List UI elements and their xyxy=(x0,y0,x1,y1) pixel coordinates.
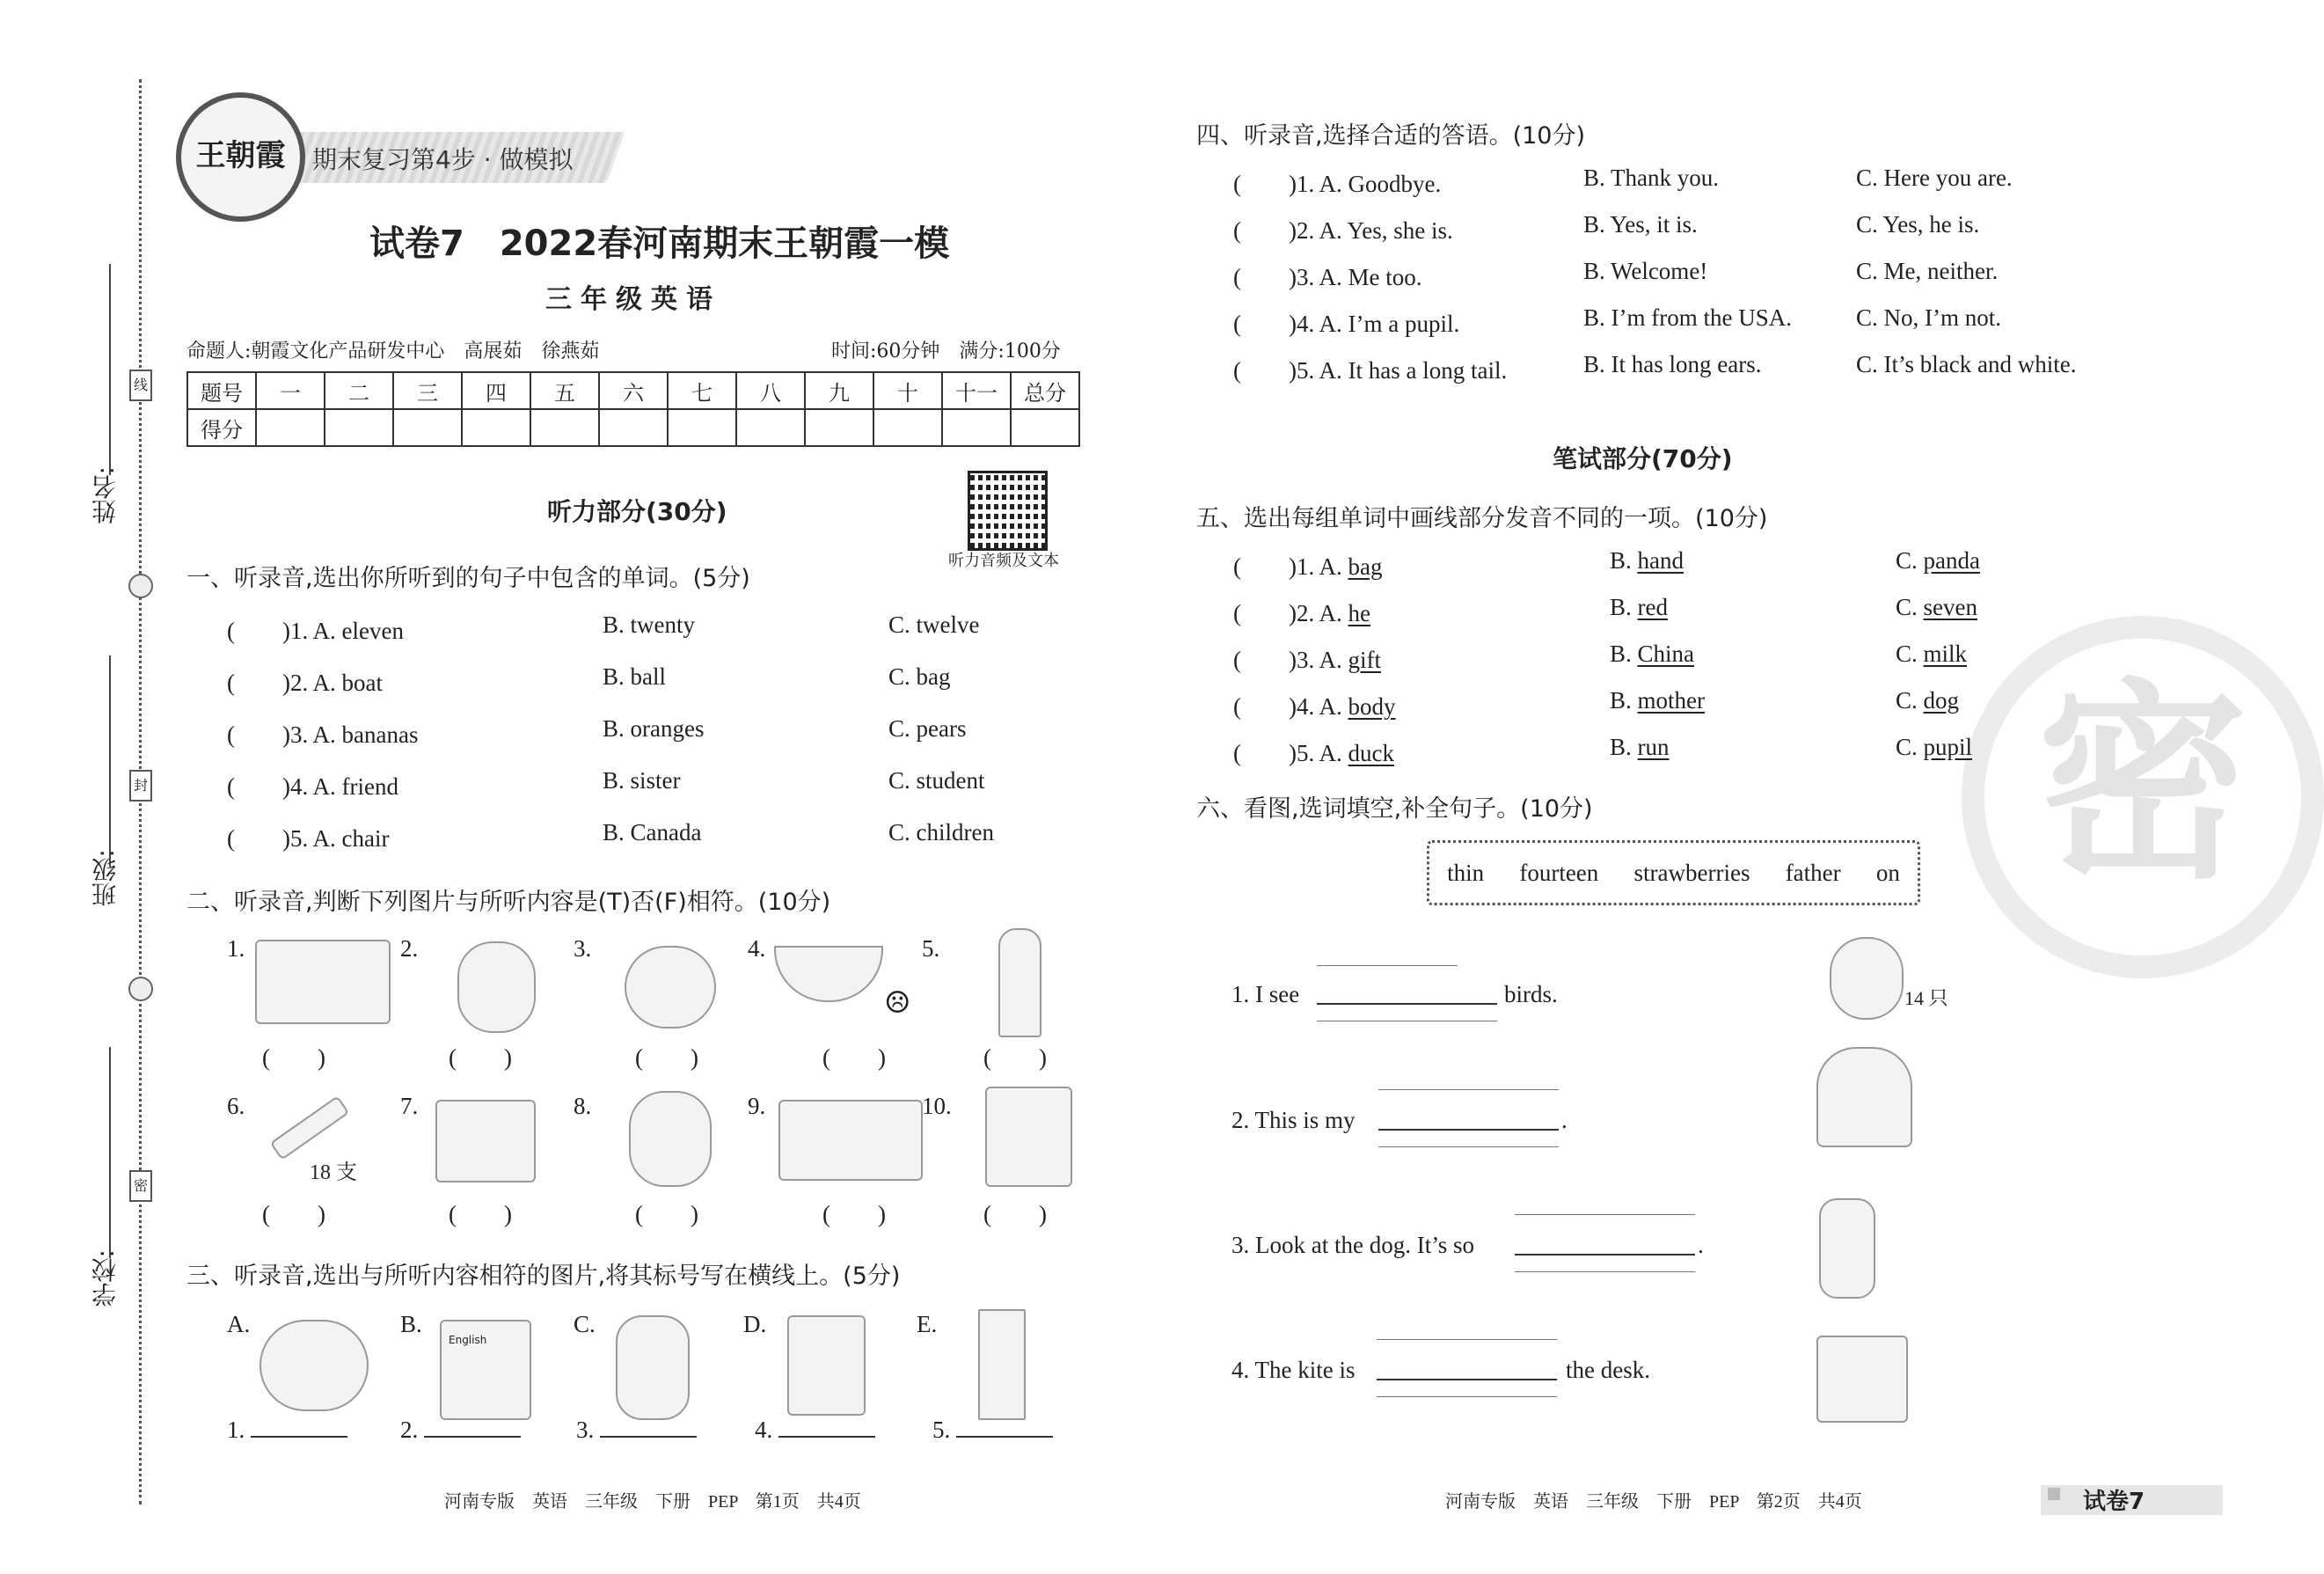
answer-blank[interactable] xyxy=(1317,1003,1497,1005)
exam-subtitle: 三年级英语 xyxy=(545,284,721,315)
q1-item: ( )3. A. bananas xyxy=(227,721,419,748)
q5-item: ( )2. A. he xyxy=(1233,600,1370,626)
score-cell: 二 xyxy=(325,372,393,409)
seal-char-line: 线 xyxy=(129,370,152,401)
score-cell: 总分 xyxy=(1011,372,1079,409)
authors: 命题人:朝霞文化产品研发中心 高展茹 徐燕茹 xyxy=(186,340,600,362)
q5-option-b: B. hand xyxy=(1610,547,1684,574)
q1-option-b: B. Canada xyxy=(603,819,702,846)
q3-blank: 5. xyxy=(932,1417,1053,1444)
score-cell: 八 xyxy=(736,372,805,409)
score-input-cell[interactable] xyxy=(256,409,325,446)
q5-option-b: B. run xyxy=(1610,734,1670,760)
answer-paren[interactable]: ( xyxy=(227,721,282,748)
answer-paren[interactable]: ( ) xyxy=(635,1044,698,1071)
answer-blank[interactable] xyxy=(1378,1129,1559,1131)
q3-blank: 2. xyxy=(400,1417,521,1444)
q2-number: 2. xyxy=(400,935,419,962)
q5-item: ( )3. A. gift xyxy=(1233,647,1381,673)
q4-item: ( )4. A. I’m a pupil. xyxy=(1233,311,1460,337)
word-bank xyxy=(1427,840,1920,905)
time-score: 时间:60分钟 满分:100分 xyxy=(831,340,1061,362)
q1-item: ( )2. A. boat xyxy=(227,670,383,696)
class-label: 班级: xyxy=(91,849,120,907)
q3-letter: B. xyxy=(400,1311,422,1337)
bird-caption: 14 只 xyxy=(1904,987,1948,1009)
exam-title: 试卷7 2022春河南期末王朝霞一模 xyxy=(369,223,950,264)
answer-paren[interactable]: ( xyxy=(1233,647,1289,673)
q5-option-c: C. pupil xyxy=(1896,734,1973,760)
score-cell: 四 xyxy=(462,372,530,409)
answer-blank[interactable] xyxy=(251,1417,347,1438)
q5-item: ( )4. A. body xyxy=(1233,693,1396,720)
answer-paren[interactable]: ( ) xyxy=(983,1201,1047,1227)
score-input-cell[interactable] xyxy=(873,409,942,446)
answer-blank[interactable] xyxy=(1377,1379,1557,1380)
score-cell: 三 xyxy=(393,372,462,409)
q4-option-c: C. No, I’m not. xyxy=(1856,304,2001,331)
answer-paren[interactable]: ( ) xyxy=(262,1044,325,1071)
answer-paren[interactable]: ( ) xyxy=(635,1201,698,1227)
q4-option-c: C. Here you are. xyxy=(1856,165,2013,191)
q5-option-b: B. China xyxy=(1610,641,1695,667)
q6-heading: 六、看图,选词填空,补全句子。(10分) xyxy=(1196,795,1593,823)
q3-letter: D. xyxy=(743,1311,767,1337)
q3-heading: 三、听录音,选出与所听内容相符的图片,将其标号写在横线上。(5分) xyxy=(186,1263,901,1290)
q2-number: 5. xyxy=(922,935,940,962)
q3-blank: 4. xyxy=(755,1417,875,1444)
answer-blank[interactable] xyxy=(778,1417,875,1438)
word-bank-word: strawberries xyxy=(1633,859,1750,886)
q2-number: 6. xyxy=(227,1093,245,1119)
word-bank-word: on xyxy=(1875,859,1900,886)
q4-option-b: B. Thank you. xyxy=(1583,165,1719,191)
score-table xyxy=(186,371,1080,447)
guide-line xyxy=(1378,1146,1559,1147)
q1-option-b: B. ball xyxy=(603,663,666,690)
q1-option-c: C. student xyxy=(888,767,985,794)
answer-paren[interactable]: ( xyxy=(1233,600,1289,626)
q1-heading: 一、听录音,选出你所听到的句子中包含的单词。(5分) xyxy=(186,565,750,592)
guide-line xyxy=(1377,1339,1557,1340)
family-picture xyxy=(255,940,391,1024)
q2-number: 9. xyxy=(748,1093,766,1119)
q3-blank: 3. xyxy=(576,1417,697,1444)
score-cell: 七 xyxy=(668,372,736,409)
q5-option-c: C. milk xyxy=(1896,641,1968,667)
q2-number: 4. xyxy=(748,935,766,962)
answer-paren[interactable]: ( xyxy=(1233,171,1289,197)
q1-item: ( )1. A. eleven xyxy=(227,618,404,644)
footer-right: 河南专版 英语 三年级 下册 PEP 第2页 共4页 xyxy=(1445,1492,1862,1512)
logo-text: 王朝霞 xyxy=(195,140,286,172)
q2-heading: 二、听录音,判断下列图片与所听内容是(T)否(F)相符。(10分) xyxy=(186,889,831,916)
q6-sentence-pre: 2. This is my xyxy=(1231,1107,1356,1133)
bear-picture xyxy=(629,1091,712,1187)
class-fill-line xyxy=(109,655,111,867)
answer-paren[interactable]: ( xyxy=(227,670,282,696)
word-bank-word: thin xyxy=(1447,859,1485,886)
q5-heading: 五、选出每组单词中画线部分发音不同的一项。(10分) xyxy=(1196,505,1768,532)
answer-paren[interactable]: ( xyxy=(1233,264,1289,290)
block-tower-picture xyxy=(978,1309,1026,1420)
q4-option-c: C. Me, neither. xyxy=(1856,258,1999,284)
q2-number: 8. xyxy=(574,1093,592,1119)
answer-paren[interactable]: ( xyxy=(227,773,282,800)
score-cell: 一 xyxy=(256,372,325,409)
sad-face-icon: ☹ xyxy=(884,985,911,1021)
q6-sentence-post: . xyxy=(1698,1232,1704,1258)
q2-number: 10. xyxy=(922,1093,952,1119)
q3-letter: A. xyxy=(227,1311,251,1337)
girl-picture xyxy=(457,941,536,1033)
q1-option-b: B. oranges xyxy=(603,715,705,742)
score-cell: 六 xyxy=(599,372,668,409)
seal-char-secret: 密 xyxy=(129,1170,152,1202)
answer-paren[interactable]: ( xyxy=(1233,311,1289,337)
score-input-cell[interactable] xyxy=(530,409,599,446)
blackboard-word: English xyxy=(449,1334,487,1346)
q4-item: ( )1. A. Goodbye. xyxy=(1233,171,1442,197)
written-title: 笔试部分(70分) xyxy=(1553,444,1733,473)
answer-paren[interactable]: ( ) xyxy=(262,1201,325,1227)
q6-sentence-post: birds. xyxy=(1504,981,1558,1007)
score-input-cell[interactable] xyxy=(599,409,668,446)
q1-option-c: C. children xyxy=(888,819,994,846)
q5-item: ( )5. A. duck xyxy=(1233,740,1394,766)
score-table-score-row xyxy=(187,409,1079,446)
q4-option-b: B. I’m from the USA. xyxy=(1583,304,1792,331)
q6-sentence-post: the desk. xyxy=(1566,1357,1650,1383)
answer-paren[interactable]: ( xyxy=(227,825,282,852)
q4-heading: 四、听录音,选择合适的答语。(10分) xyxy=(1196,122,1586,150)
q1-option-c: C. bag xyxy=(888,663,951,690)
banner-text: 期末复习第4步 · 做模拟 xyxy=(312,145,574,174)
q1-option-b: B. sister xyxy=(603,767,681,794)
q5-option-c: C. panda xyxy=(1896,547,1980,574)
answer-paren[interactable]: ( ) xyxy=(449,1201,512,1227)
oranges-bowl-picture xyxy=(625,946,716,1029)
answer-paren[interactable]: ( ) xyxy=(822,1201,886,1227)
q1-item: ( )5. A. chair xyxy=(227,825,390,852)
bridge-picture xyxy=(435,1100,536,1182)
q4-item: ( )2. A. Yes, she is. xyxy=(1233,217,1453,244)
score-cell: 题号 xyxy=(187,372,256,409)
score-table-header-row xyxy=(187,372,1079,409)
q1-item: ( )4. A. friend xyxy=(227,773,398,800)
school-label: 学校: xyxy=(91,1249,120,1307)
binding-hole xyxy=(128,574,153,598)
guide-line xyxy=(1377,1396,1557,1397)
brand-logo xyxy=(176,92,305,222)
binding-hole xyxy=(128,977,153,1001)
q4-option-b: B. Welcome! xyxy=(1583,258,1708,284)
score-cell: 十 xyxy=(873,372,942,409)
score-cell: 十一 xyxy=(942,372,1011,409)
q1-option-c: C. twelve xyxy=(888,611,980,638)
word-bank-word: fourteen xyxy=(1519,859,1599,886)
q3-blank: 1. xyxy=(227,1417,347,1444)
answer-paren[interactable]: ( ) xyxy=(449,1044,512,1071)
q2-number: 7. xyxy=(400,1093,419,1119)
answer-paren[interactable]: ( ) xyxy=(822,1044,886,1071)
q2-number: 1. xyxy=(227,935,245,962)
answer-blank[interactable] xyxy=(424,1417,521,1438)
score-input-cell[interactable] xyxy=(393,409,462,446)
crayon-caption: 18 支 xyxy=(310,1161,357,1184)
q5-option-b: B. mother xyxy=(1610,687,1705,714)
qr-label: 听力音频及文本 xyxy=(948,552,1059,570)
thin-dog-picture xyxy=(1819,1198,1875,1299)
answer-blank[interactable] xyxy=(600,1417,697,1438)
name-fill-line xyxy=(109,264,111,475)
strawberry-bowl-picture xyxy=(774,946,883,1002)
q5-option-c: C. seven xyxy=(1896,594,1977,620)
answer-paren[interactable]: ( xyxy=(1233,553,1289,580)
exam-tab-label: 试卷7 xyxy=(2083,1489,2145,1515)
answer-paren[interactable]: ( xyxy=(1233,693,1289,720)
guide-line xyxy=(1515,1214,1695,1215)
q4-option-c: C. Yes, he is. xyxy=(1856,211,1980,238)
seal-char-seal: 封 xyxy=(129,770,152,802)
score-input-cell[interactable] xyxy=(942,409,1011,446)
q1-option-c: C. pears xyxy=(888,715,967,742)
guide-line xyxy=(1515,1271,1695,1272)
q2-number: 3. xyxy=(574,935,592,962)
q6-sentence-pre: 4. The kite is xyxy=(1231,1357,1356,1383)
boy-under-desk-picture xyxy=(778,1100,923,1181)
giraffe-picture xyxy=(998,928,1041,1037)
father-picture xyxy=(1816,1047,1912,1147)
score-input-cell[interactable] xyxy=(736,409,805,446)
crayon-picture xyxy=(270,1095,350,1160)
answer-paren[interactable]: ( xyxy=(1233,217,1289,244)
q4-option-b: B. It has long ears. xyxy=(1583,351,1762,377)
q4-item: ( )5. A. It has a long tail. xyxy=(1233,357,1508,384)
score-row-label: 得分 xyxy=(187,409,256,446)
score-cell: 五 xyxy=(530,372,599,409)
q6-sentence-post: . xyxy=(1561,1107,1568,1133)
score-input-cell[interactable] xyxy=(1011,409,1079,446)
score-input-cell[interactable] xyxy=(668,409,736,446)
q5-option-c: C. dog xyxy=(1896,687,1960,714)
q4-item: ( )3. A. Me too. xyxy=(1233,264,1422,290)
teacher-picture xyxy=(440,1320,531,1420)
seal-watermark: 密 xyxy=(1962,616,2324,978)
kite-on-desk-picture xyxy=(1816,1336,1908,1423)
q1-option-b: B. twenty xyxy=(603,611,695,638)
q6-sentence-pre: 3. Look at the dog. It’s so xyxy=(1231,1232,1474,1258)
bird-picture xyxy=(1830,937,1904,1020)
guide-line xyxy=(1317,965,1458,966)
listening-title: 听力部分(30分) xyxy=(547,497,727,526)
q4-option-b: B. Yes, it is. xyxy=(1583,211,1698,238)
tab-square-icon xyxy=(2048,1488,2060,1500)
chair-picture xyxy=(787,1315,866,1416)
score-cell: 九 xyxy=(805,372,873,409)
footer-left: 河南专版 英语 三年级 下册 PEP 第1页 共4页 xyxy=(444,1492,861,1512)
score-input-cell[interactable] xyxy=(805,409,873,446)
q5-item: ( )1. A. bag xyxy=(1233,553,1383,580)
word-bank-word: father xyxy=(1785,859,1841,886)
score-input-cell[interactable] xyxy=(325,409,393,446)
answer-blank[interactable] xyxy=(1515,1254,1695,1256)
q4-option-c: C. It’s black and white. xyxy=(1856,351,2077,377)
qr-code[interactable] xyxy=(968,471,1048,551)
watermelon-picture xyxy=(259,1320,369,1411)
name-label: 姓名: xyxy=(91,466,120,524)
q5-option-b: B. red xyxy=(1610,594,1668,620)
answer-blank[interactable] xyxy=(956,1417,1053,1438)
answer-paren[interactable]: ( xyxy=(227,618,282,644)
answer-paren[interactable]: ( xyxy=(1233,357,1289,384)
school-fill-line xyxy=(109,1047,111,1258)
answer-paren[interactable]: ( xyxy=(1233,740,1289,766)
q3-letter: C. xyxy=(574,1311,596,1337)
q3-letter: E. xyxy=(917,1311,938,1337)
ostrich-picture xyxy=(616,1315,690,1420)
guide-line xyxy=(1378,1089,1559,1090)
classroom-picture xyxy=(985,1087,1072,1187)
q6-sentence-pre: 1. I see xyxy=(1231,981,1300,1007)
answer-paren[interactable]: ( ) xyxy=(983,1044,1047,1071)
score-input-cell[interactable] xyxy=(462,409,530,446)
